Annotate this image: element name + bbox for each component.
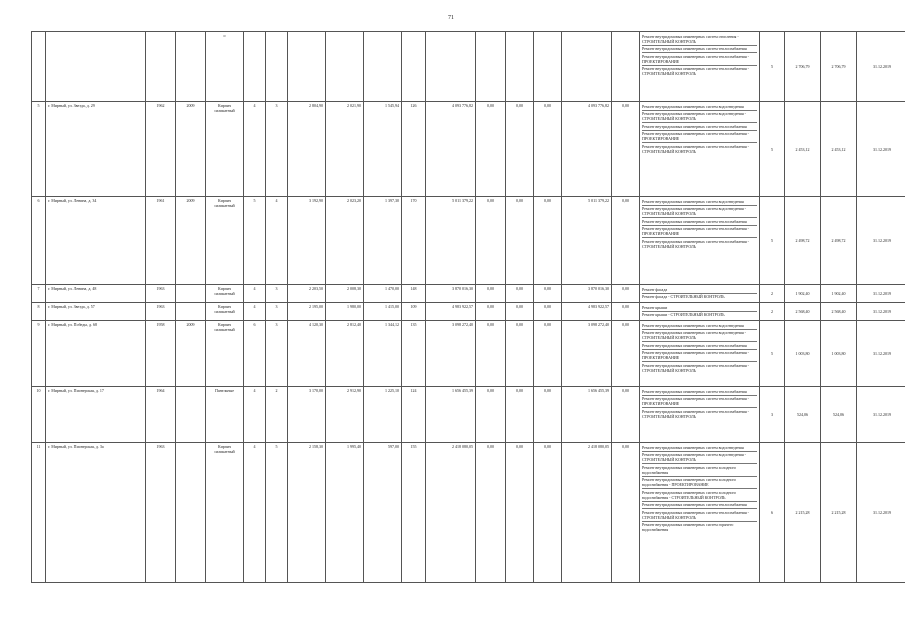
floors-cell: 5 [244,197,266,285]
residents-cell: 135 [402,321,426,387]
cost-owners-cell: 3 098 272,40 [562,321,612,387]
table-row [32,197,905,285]
cost-owners-cell: 4 093 776,82 [562,102,612,197]
works-cell [640,197,760,285]
work-item: Ремонт внутридомовых инженерных систем теплоснабжения - ПРОЕКТИРОВАНИЕ [642,226,757,239]
limit-cost-cell: 2 215,28 [821,443,857,583]
floors-cell: 4 [244,303,266,321]
deadline-cell: 31.12.2019 [857,285,905,303]
work-item: Ремонт внутридомовых инженерных систем теплоснабжения - ПРОЕКТИРОВАНИЕ [642,350,757,363]
unit-cost-cell: 2 215,28 [785,443,821,583]
year-built-cell: 1964 [146,387,176,443]
wall-material-cell: о [206,32,244,102]
table-row [32,303,905,321]
table-row [32,387,905,443]
work-item: Ремонт внутридомовых инженерных систем теплоснабжения [642,46,757,54]
cost-other-cell [612,32,640,102]
works-cell [640,285,760,303]
residential-area-cell: 1 225,10 [364,387,402,443]
floors-cell: 4 [244,387,266,443]
entrances-cell: 4 [266,197,288,285]
address-cell: г. Мирный, ул. Ленина, д. 48 [46,285,146,303]
deadline-cell: 31.12.2019 [857,303,905,321]
limit-cost-cell: 2 453,12 [821,102,857,197]
living-area-cell: 2 912,90 [326,387,364,443]
cost-fund-cell: 0,00 [476,321,506,387]
living-area-cell: 2 008,30 [326,285,364,303]
floors-cell: 4 [244,443,266,583]
cost-total-cell: 5 011 379,22 [426,197,476,285]
address-cell: г. Мирный, ул. Ленина, д. 34 [46,197,146,285]
works-cell [640,32,760,102]
work-count-cell: 6 [760,443,785,583]
cost-owners-cell: 5 011 379,22 [562,197,612,285]
cost-budget-cell: 0,00 [506,321,534,387]
residential-area-cell: 1 470,00 [364,285,402,303]
living-area-cell: 2 021,90 [326,102,364,197]
cost-total-cell: 4 983 922,57 [426,303,476,321]
work-item: Ремонт внутридомовых инженерных систем теплоснабжения - СТРОИТЕЛЬНЫЙ КОНТРОЛЬ [642,362,749,373]
table-row [32,321,905,387]
work-item: Ремонт внутридомовых инженерных систем теплоснабжения - СТРОИТЕЛЬНЫЙ КОНТРОЛЬ [642,66,749,76]
work-count-cell: 5 [760,321,785,387]
deadline-cell: 31.12.2019 [857,102,905,197]
year-repair-cell [176,443,206,583]
year-repair-cell [176,387,206,443]
cost-budget-cell: 0,00 [506,102,534,197]
unit-cost-cell: 1 902,40 [785,285,821,303]
work-item: Ремонт внутридомовых инженерных систем водоотведения [642,198,757,206]
cost-other-cell: 0,00 [612,197,640,285]
table-row [32,443,905,583]
year-built-cell [146,32,176,102]
cost-local-cell [534,32,562,102]
cost-total-cell: 2 418 080,05 [426,443,476,583]
work-item: Ремонт внутридомовых инженерных систем теплоснабжения [642,388,757,396]
work-count-cell: 5 [760,32,785,102]
cost-other-cell: 0,00 [612,321,640,387]
floors-cell: 6 [244,321,266,387]
cost-other-cell: 0,00 [612,303,640,321]
floors-cell: 4 [244,285,266,303]
row-number: 6 [32,197,46,285]
total-area-cell: 3 170,00 [288,387,326,443]
cost-owners-cell: 4 983 922,57 [562,303,612,321]
cost-local-cell: 0,00 [534,197,562,285]
unit-cost-cell: 2 568,40 [785,303,821,321]
work-item: Ремонт внутридомовых инженерных систем водоотведения - СТРОИТЕЛЬНЫЙ КОНТРОЛЬ [642,330,757,343]
address-cell: г. Мирный, ул. Звезда, д. 29 [46,102,146,197]
total-area-cell: 3 192,90 [288,197,326,285]
total-area-cell: 4 120,30 [288,321,326,387]
work-item: Ремонт внутридомовых инженерных систем теплоснабжения [642,218,757,226]
cost-local-cell: 0,00 [534,387,562,443]
row-number: 11 [32,443,46,583]
cost-other-cell: 0,00 [612,102,640,197]
wall-material-cell: Кирпич силикатный [206,102,244,197]
cost-total-cell: 4 093 776,82 [426,102,476,197]
unit-cost-cell: 1 003,80 [785,321,821,387]
works-cell [640,303,760,321]
residents-cell: 109 [402,303,426,321]
wall-material-cell: Кирпич силикатный [206,321,244,387]
work-item: Ремонт внутридомовых инженерных систем теплоснабжения - СТРОИТЕЛЬНЫЙ КОНТРОЛЬ [642,408,749,419]
wall-material-cell: Панельные [206,387,244,443]
cost-total-cell: 3 870 016,30 [426,285,476,303]
row-number: 8 [32,303,46,321]
year-repair-cell: 2009 [176,197,206,285]
cost-fund-cell: 0,00 [476,387,506,443]
residents-cell: 126 [402,102,426,197]
work-item: Ремонт внутридомовых инженерных систем теплоснабжения - СТРОИТЕЛЬНЫЙ КОНТРОЛЬ [642,238,749,249]
address-cell: г. Мирный, ул. Пионерская, д. 17 [46,387,146,443]
work-count-cell: 2 [760,303,785,321]
deadline-cell: 31.12.2019 [857,321,905,387]
work-item: Ремонт внутридомовых инженерных систем горячего водоснабжения [642,522,734,532]
address-cell: г. Мирный, ул. Пионерская, д. 3а [46,443,146,583]
address-cell: г. Мирный, ул. Победы, д. 68 [46,321,146,387]
cost-budget-cell: 0,00 [506,443,534,583]
work-item: Ремонт внутридомовых инженерных систем водоотведения [642,103,757,111]
living-area-cell: 1 980,00 [326,303,364,321]
total-area-cell: 2 195,00 [288,303,326,321]
deadline-cell: 31.12.2019 [857,32,905,102]
row-number: 10 [32,387,46,443]
year-built-cell: 1963 [146,285,176,303]
row-number: 5 [32,102,46,197]
works-cell [640,321,760,387]
cost-fund-cell: 0,00 [476,443,506,583]
row-number: 7 [32,285,46,303]
year-repair-cell: 2009 [176,321,206,387]
entrances-cell: 3 [266,303,288,321]
year-repair-cell: 2009 [176,102,206,197]
work-item: Ремонт внутридомовых инженерных систем водоотведения - СТРОИТЕЛЬНЫЙ КОНТРОЛЬ [642,206,757,219]
address-cell: г. Мирный, ул. Звезда, д. 57 [46,303,146,321]
cost-fund-cell: 0,00 [476,303,506,321]
work-item: Ремонт фасада [642,286,757,294]
year-repair-cell [176,285,206,303]
row-number [32,32,46,102]
total-area-cell: 2 203,50 [288,285,326,303]
wall-material-cell: Кирпич силикатный [206,303,244,321]
work-item: Ремонт крыши [642,304,757,312]
cost-fund-cell: 0,00 [476,102,506,197]
year-built-cell: 1963 [146,443,176,583]
unit-cost-cell: 524,06 [785,387,821,443]
limit-cost-cell: 1 902,40 [821,285,857,303]
cost-local-cell: 0,00 [534,443,562,583]
work-count-cell: 5 [760,102,785,197]
repair-program-table [31,31,905,583]
deadline-cell: 31.12.2019 [857,197,905,285]
entrances-cell [266,32,288,102]
works-cell [640,102,760,197]
entrances-cell: 3 [266,102,288,197]
unit-cost-cell: 2 498,72 [785,197,821,285]
work-item: Ремонт внутридомовых инженерных систем теплоснабжения - ПРОЕКТИРОВАНИЕ [642,396,757,409]
cost-budget-cell: 0,00 [506,303,534,321]
residents-cell: 155 [402,443,426,583]
cost-fund-cell: 0,00 [476,285,506,303]
work-item: Ремонт внутридомовых инженерных систем теплоснабжения [642,123,757,131]
residents-cell: 148 [402,285,426,303]
cost-other-cell: 0,00 [612,443,640,583]
cost-budget-cell: 0,00 [506,197,534,285]
cost-other-cell: 0,00 [612,387,640,443]
residents-cell: 170 [402,197,426,285]
work-item: Ремонт внутридомовых инженерных систем отопления - СТРОИТЕЛЬНЫЙ КОНТРОЛЬ [642,33,757,46]
work-item: Ремонт внутридомовых инженерных систем холодного водоснабжения [642,464,757,477]
work-item: Ремонт внутридомовых инженерных систем теплоснабжения - СТРОИТЕЛЬНЫЙ КОНТРОЛЬ [642,143,749,154]
cost-local-cell: 0,00 [534,321,562,387]
deadline-cell: 31.12.2019 [857,443,905,583]
limit-cost-cell: 524,06 [821,387,857,443]
table-row [32,102,905,197]
residential-area-cell: 1 397,30 [364,197,402,285]
total-area-cell: 2 158,30 [288,443,326,583]
works-cell [640,443,760,583]
living-area-cell: 2 023,20 [326,197,364,285]
work-item: Ремонт крыши - СТРОИТЕЛЬНЫЙ КОНТРОЛЬ [642,312,725,317]
row-number: 9 [32,321,46,387]
cost-budget-cell [506,32,534,102]
cost-local-cell: 0,00 [534,102,562,197]
total-area-cell: 2 804,90 [288,102,326,197]
entrances-cell: 3 [266,321,288,387]
wall-material-cell: Кирпич силикатный [206,443,244,583]
work-item: Ремонт внутридомовых инженерных систем теплоснабжения [642,502,757,510]
work-item: Ремонт фасада - СТРОИТЕЛЬНЫЙ КОНТРОЛЬ [642,294,725,299]
residential-area-cell: 597,00 [364,443,402,583]
residential-area-cell [364,32,402,102]
work-item: Ремонт внутридомовых инженерных систем теплоснабжения - СТРОИТЕЛЬНЫЙ КОНТРОЛЬ [642,509,757,522]
cost-total-cell: 3 098 272,40 [426,321,476,387]
living-area-cell: 1 995,40 [326,443,364,583]
unit-cost-cell: 2 706,79 [785,32,821,102]
year-repair-cell [176,32,206,102]
limit-cost-cell: 2 568,40 [821,303,857,321]
limit-cost-cell: 2 706,79 [821,32,857,102]
table-row [32,32,905,102]
entrances-cell: 3 [266,285,288,303]
table-row [32,285,905,303]
cost-owners-cell: 1 656 455,39 [562,387,612,443]
work-item: Ремонт внутридомовых инженерных систем теплоснабжения - ПРОЕКТИРОВАНИЕ [642,53,757,66]
cost-local-cell: 0,00 [534,285,562,303]
work-count-cell: 3 [760,387,785,443]
works-cell [640,387,760,443]
living-area-cell [326,32,364,102]
cost-total-cell [426,32,476,102]
cost-fund-cell [476,32,506,102]
work-item: Ремонт внутридомовых инженерных систем водоотведения - СТРОИТЕЛЬНЫЙ КОНТРОЛЬ [642,452,757,465]
entrances-cell: 5 [266,443,288,583]
residents-cell: 124 [402,387,426,443]
year-built-cell: 1958 [146,321,176,387]
year-built-cell: 1961 [146,197,176,285]
residential-area-cell: 1 415,00 [364,303,402,321]
cost-budget-cell: 0,00 [506,387,534,443]
year-built-cell: 1962 [146,102,176,197]
residents-cell [402,32,426,102]
year-built-cell: 1963 [146,303,176,321]
work-item: Ремонт внутридомовых инженерных систем теплоснабжения - ПРОЕКТИРОВАНИЕ [642,131,757,144]
living-area-cell: 2 812,40 [326,321,364,387]
cost-owners-cell: 2 418 080,05 [562,443,612,583]
work-count-cell: 5 [760,197,785,285]
cost-other-cell: 0,00 [612,285,640,303]
floors-cell: 4 [244,102,266,197]
total-area-cell [288,32,326,102]
residential-area-cell: 1 545,94 [364,102,402,197]
work-item: Ремонт внутридомовых инженерных систем холодного водоснабжения - СТРОИТЕЛЬНЫЙ КОНТРОЛЬ [642,489,757,502]
limit-cost-cell: 2 498,72 [821,197,857,285]
cost-fund-cell: 0,00 [476,197,506,285]
cost-total-cell: 1 656 455,39 [426,387,476,443]
work-item: Ремонт внутридомовых инженерных систем теплоснабжения [642,342,757,350]
work-count-cell: 2 [760,285,785,303]
work-item: Ремонт внутридомовых инженерных систем водоотведения - СТРОИТЕЛЬНЫЙ КОНТРОЛЬ [642,111,757,124]
entrances-cell: 2 [266,387,288,443]
wall-material-cell: Кирпич силикатный [206,197,244,285]
cost-owners-cell [562,32,612,102]
work-item: Ремонт внутридомовых инженерных систем холодного водоснабжения - ПРОЕКТИРОВАНИЕ [642,477,757,490]
unit-cost-cell: 2 453,12 [785,102,821,197]
deadline-cell: 31.12.2019 [857,387,905,443]
cost-owners-cell: 3 870 016,30 [562,285,612,303]
residential-area-cell: 1 344,12 [364,321,402,387]
limit-cost-cell: 1 003,80 [821,321,857,387]
page-number: 71 [448,15,454,21]
wall-material-cell: Кирпич силикатный [206,285,244,303]
cost-local-cell: 0,00 [534,303,562,321]
work-item: Ремонт внутридомовых инженерных систем водоотведения [642,322,757,330]
floors-cell [244,32,266,102]
address-cell [46,32,146,102]
cost-budget-cell: 0,00 [506,285,534,303]
year-repair-cell [176,303,206,321]
work-item: Ремонт внутридомовых инженерных систем водоотведения [642,444,757,452]
